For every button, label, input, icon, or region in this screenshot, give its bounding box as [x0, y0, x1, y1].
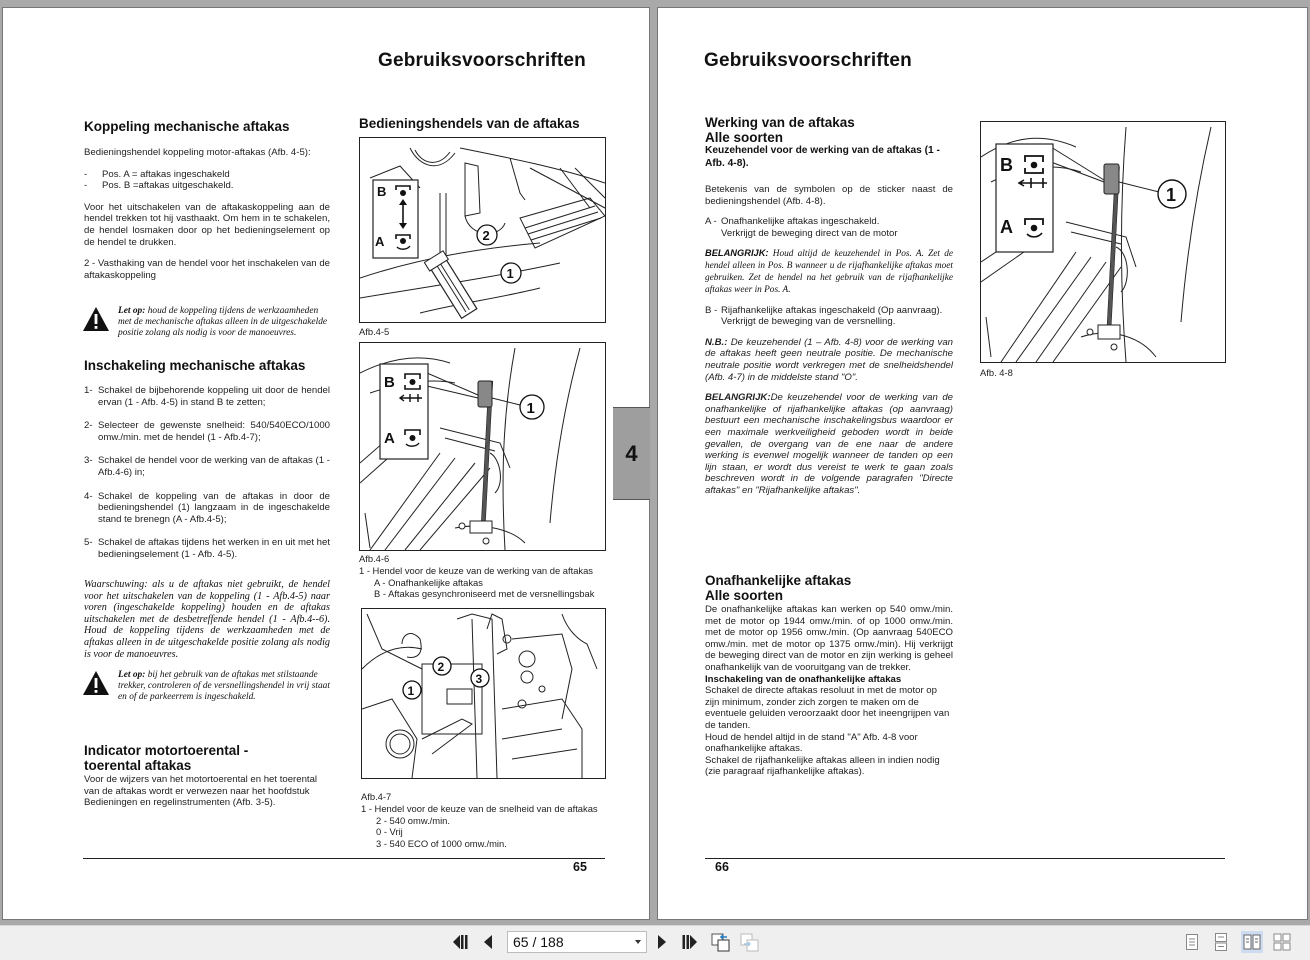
chevron-down-icon[interactable] — [635, 940, 641, 944]
page-number-input[interactable] — [507, 931, 647, 953]
koppeling-para2: 2 - Vasthaking van de hendel voor het inschakelen van de aftakaskoppeling — [84, 258, 330, 281]
svg-text:B: B — [377, 184, 387, 199]
single-page-icon — [1185, 933, 1199, 951]
pto-clutch-lever-illustration — [360, 138, 605, 322]
warning-note-2: Let op: bij het gebruik van de aftakas met stilstaande trekker, controleren of de versnellingshendel in vrij staat en of de parkeerrem is ingeschakeld. — [82, 670, 330, 704]
previous-page-button[interactable] — [478, 932, 498, 952]
subheading: Inschakeling van de onafhankelijke aftakas — [705, 673, 902, 685]
svg-text:3: 3 — [475, 672, 483, 686]
section-title-koppeling: Koppeling mechanische aftakas — [84, 119, 290, 134]
page-number-value: 65 / 188 — [513, 934, 564, 950]
page-number: 66 — [715, 860, 729, 874]
footer-rule — [705, 858, 1225, 859]
warning-triangle-icon — [82, 306, 110, 332]
section-title-bedieningshendels: Bedieningshendels van de aftakas — [359, 116, 580, 131]
svg-text:1: 1 — [1166, 185, 1177, 205]
continuous-view-button[interactable] — [1210, 931, 1232, 953]
last-page-button[interactable] — [680, 932, 700, 952]
next-view-icon — [740, 932, 760, 952]
figure-caption: Afb.4-7 — [361, 791, 392, 802]
continuous-facing-view-button[interactable] — [1271, 931, 1293, 953]
pto-speed-lever-illustration — [362, 609, 605, 778]
footer-rule — [83, 858, 605, 859]
next-page-button[interactable] — [652, 932, 672, 952]
list-item: 3- Schakel de hendel voor de werking van de aftakas (1 - Afb.4-6) in; — [84, 455, 330, 478]
svg-text:2: 2 — [437, 660, 445, 674]
next-view-button[interactable] — [740, 932, 760, 952]
figure-caption: Afb.4-5 — [359, 326, 390, 337]
figure-4-7 — [361, 608, 606, 779]
list-item-a: A - Onafhankelijke aftakas ingeschakeld. Verkrijgt de beweging direct van de motor — [705, 216, 898, 239]
previous-page-icon — [482, 934, 494, 950]
list-item: 5- Schakel de aftakas tijdens het werken in en uit met het bedieningselement (1 - Afb. 4-5). — [84, 537, 330, 560]
section-title-inschakeling: Inschakeling mechanische aftakas — [84, 358, 306, 373]
warning-note-1: Let op: houd de koppeling tijdens de werkzaamheden met de mechanische aftakas alleen in de uitgeschakelde positie zolang als nodig is voor de manoeuvres. — [82, 306, 330, 340]
pto-selector-lever-illustration — [360, 343, 605, 550]
section-title-indicator: Indicator motortoerental - toerental aftakas — [84, 743, 249, 773]
svg-text:B: B — [1000, 155, 1013, 175]
figure-4-8 — [980, 121, 1226, 363]
koppeling-para1: Voor het uitschakelen van de aftakaskoppeling aan de hendel trekken tot hij vasthaakt. Om hem in te schakelen, de hendel losmaken door op het bedieningselement op de hendel te drukken. — [84, 201, 330, 248]
section-title-werking: Werking van de aftakas Alle soorten — [705, 115, 855, 145]
svg-text:A: A — [384, 430, 395, 447]
continuous-facing-icon — [1273, 933, 1291, 951]
chapter-tab: 4 — [613, 407, 650, 500]
list-item: - Pos. A = aftakas ingeschakeld — [84, 168, 230, 180]
svg-text:1: 1 — [407, 684, 415, 698]
warning-triangle-icon — [82, 670, 110, 696]
werking-subtitle: Keuzehendel voor de werking van de aftakas (1 - Afb. 4-8). — [705, 145, 940, 169]
figure-4-7-legend: 1 - Hendel voor de keuze van de snelheid van de aftakas 2 - 540 omw./min. 0 - Vrij 3 - 540 ECO of 1000 omw./min. — [361, 803, 598, 849]
pdf-page-65 — [2, 7, 650, 920]
figure-4-6 — [359, 342, 606, 551]
previous-view-icon — [711, 932, 731, 952]
next-page-icon — [656, 934, 668, 950]
previous-view-button[interactable] — [711, 932, 731, 952]
onafhankelijke-body: De onafhankelijke aftakas kan werken op 540 omw./min. met de motor op 1944 omw./min. of op 1000 omw./min. met de motor op 1956 omw./min. (Op aanvraag 540ECO omw./min. met de motor op 1375 omw./min). Hij verkrijgt de beweging direct van de motor en zijn werking is geheel onafhankelijk van de vooruitgang van de trekker. Inschakeling van de onafhankelijke aftakas Schakel de directe aftakas resoluut in met de motor op zijn minimum, zonder zich zorgen te maken om de eventuele geluiden veroorzaakt door het ineengrijpen van de tanden. Houd de hendel altijd in de stand "A" Afb. 4-8 voor onafhankelijke aftakas. Schakel de rijafhankelijke aftakas alleen in indien nodig (zie paragraaf rijafhankelijke aftakas). — [705, 604, 953, 778]
pdf-page-66 — [657, 7, 1308, 920]
single-page-view-button[interactable] — [1181, 931, 1203, 953]
nb-note: N.B.: De keuzehendel (1 – Afb. 4-8) voor de werking van de aftakas heeft geen neutrale positie. De mechanische neutrale positie wordt verkregen met de snelheidshendel (Afb. 4-7) in de middelste stand "O". — [705, 336, 953, 383]
svg-text:1: 1 — [526, 400, 535, 417]
pto-selector-lever-illustration — [981, 122, 1225, 362]
svg-text:B: B — [384, 374, 395, 391]
svg-text:2: 2 — [482, 228, 490, 243]
first-page-button[interactable] — [450, 932, 470, 952]
facing-view-button[interactable] — [1241, 931, 1263, 953]
figure-4-5 — [359, 137, 606, 323]
figure-caption: Afb.4-6 — [359, 553, 390, 564]
viewer-toolbar — [0, 925, 1310, 960]
svg-text:A: A — [1000, 217, 1013, 237]
koppeling-intro: Bedieningshendel koppeling motor-aftakas (Afb. 4-5): — [84, 147, 311, 158]
section-title-onafhankelijke: Onafhankelijke aftakas Alle soorten — [705, 573, 852, 603]
facing-pages-icon — [1243, 933, 1261, 951]
indicator-text: Voor de wijzers van het motortoerental en het toerental van de aftakas wordt er verwezen naar het hoofdstuk Bedieningen en regelinstrumenten (Afb. 3-5). — [84, 774, 318, 809]
list-item: 4- Schakel de koppeling van de aftakas in door de bedieningshendel (1) langzaam in de ingeschakelde stand te brenegn (A - Afb.4-5); — [84, 490, 330, 525]
svg-text:A: A — [375, 234, 385, 249]
inschakeling-steps — [84, 385, 330, 561]
important-note-2: BELANGRIJK:De keuzehendel voor de werking van de onafhankelijke of rijafhankelijke aftakas (op aanvraag) bestuurt een mechanische inschakelingsbus waardoor er een maximale werkveiligheid geboden wordt in beide gevallen, de overgang van de ene naar de andere werking is evenwel mogelijk wanneer de tanden op een lijn staan, er wordt dus vereist te werk te gaan zoals beschreven wordt in de volgende paragrafen "Directe aftakas" en "Rijafhankelijke aftakas". — [705, 392, 953, 496]
continuous-page-icon — [1214, 933, 1228, 951]
werking-body: Betekenis van de symbolen op de sticker naast de bedieningshendel (Afb. 4-8). A - Onafhankelijke aftakas ingeschakeld. Verkrijgt de beweging direct van de motor BELANGRIJK: Houd altijd de keuzehendel in Pos. A. Zet de hendel alleen in Pos. B wanneer u de rijafhankelijke aftakas moet gebruiken. Zet de hendel na het gebruik van de rijafhankelijke aftakas weer in Pos. A. B - Rijafhankelijke aftakas ingeschakeld (Op aanvraag). Verkrijgt de beweging van de versnelling. N.B.: De keuzehendel (1 – Afb. 4-8) voor de werking van de aftakas heeft geen neutrale positie. De mechanische neutrale positie wordt verkregen met de snelheidshendel (Afb. 4-7) in de middelste stand "O". BELANGRIJK:De keuzehendel voor de werking van de onafhankelijke of rijafhankelijke aftakas (op aanvraag) bestuurt een mechanische inschakelingsbus waardoor er een maximale werkveiligheid geboden wordt in beide gevallen, de overgang van de ene naar de andere werking is evenwel mogelijk wanneer de tanden op een lijn staan, er wordt dus vereist te werk te gaan zoals beschreven wordt in de volgende paragrafen "Directe aftakas" en "Rijafhankelijke aftakas". — [705, 184, 953, 496]
page-number: 65 — [573, 860, 587, 874]
figure-4-6-legend: 1 - Hendel voor de keuze van de werking van de aftakas A - Onafhankelijke aftakas B - Aftakas gesynchroniseerd met de versnellingsbak — [359, 565, 595, 600]
koppeling-body — [84, 147, 330, 281]
list-item: - Pos. B =aftakas uitgeschakeld. — [84, 180, 234, 192]
skip-to-first-icon — [451, 934, 469, 950]
important-note-1: BELANGRIJK: Houd altijd de keuzehendel in Pos. A. Zet de hendel alleen in Pos. B wanneer u de rijafhankelijke aftakas moet gebruiken. Zet de hendel na het gebruik van de rijafhankelijke aftakas weer in Pos. A. — [705, 248, 953, 295]
list-item: 2- Selecteer de gewenste snelheid: 540/540ECO/1000 omw./min. met de hendel (1 - Afb.4-7); — [84, 420, 330, 443]
list-item-b: B - Rijafhankelijke aftakas ingeschakeld (Op aanvraag). Verkrijgt de beweging van de versnelling. — [705, 304, 943, 328]
list-item: 1- Schakel de bijbehorende koppeling uit door de hendel ervan (1 - Afb. 4-5) in stand B te zetten; — [84, 385, 330, 408]
page-header: Gebruiksvoorschriften — [378, 50, 586, 71]
figure-caption: Afb. 4-8 — [980, 367, 1013, 378]
page-header: Gebruiksvoorschriften — [704, 50, 912, 71]
caution-text: Waarschuwing: als u de aftakas niet gebruikt, de hendel voor het uitschakelen van de koppeling (1 - Afb.4-5) naar voren (ingeschakelde koppeling) houden en de aftakas uitschakelen met de desbetreffende hendel (1 - Afb.4--6). Houd de koppeling tijdens de werkzaamheden met de aftakas alleen in de uitgeschakelde positie zolang als nodig is voor de manoeuvres. — [84, 579, 330, 660]
skip-to-last-icon — [681, 934, 699, 950]
svg-text:1: 1 — [506, 266, 514, 281]
